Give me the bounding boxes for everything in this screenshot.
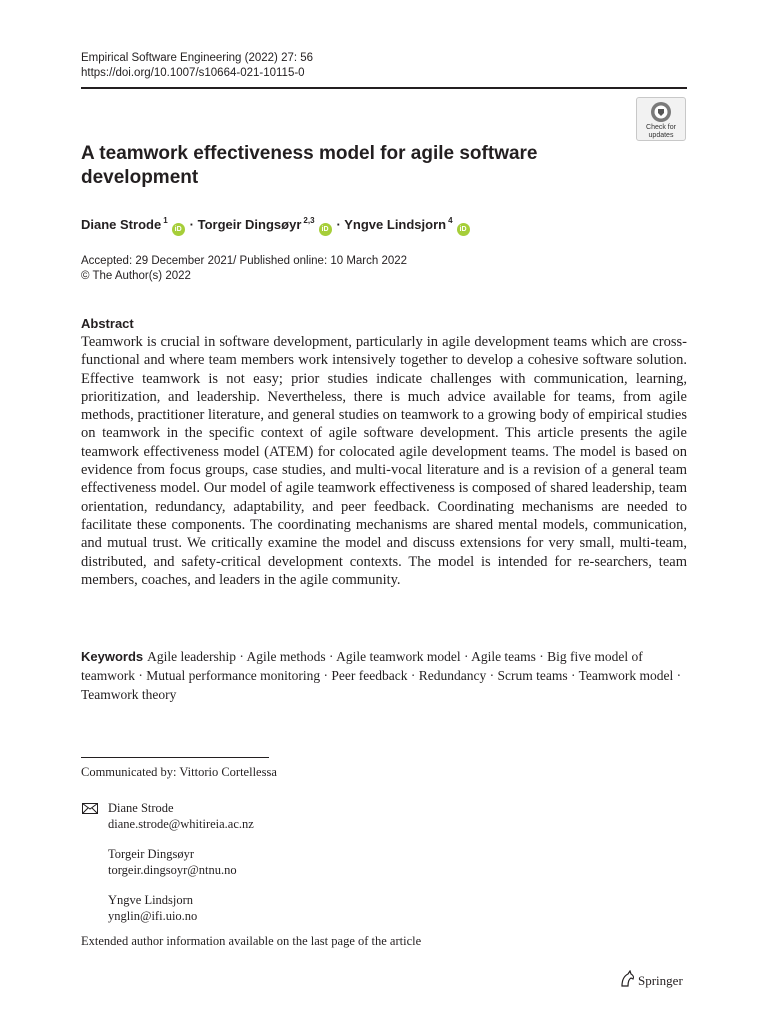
author-separator: · bbox=[336, 217, 341, 232]
orcid-icon[interactable]: iD bbox=[457, 223, 470, 236]
publication-dates bbox=[81, 254, 407, 284]
abstract-heading: Abstract bbox=[81, 316, 134, 331]
abstract-text: Teamwork is crucial in software development, particularly in agile development teams which are cross-functional and where team members work intensively together to develop a cohesive software solution. Effective teamwork is not easy; prior studies indicate challenges with communication, learning, prioritization, and leadership. Nevertheless, there is much advice available for teams, from agile methods, practitioner literature, and general studies on teamwork to a growing body of empirical studies on teamwork in the specific context of agile software development. This article presents the agile teamwork effectiveness model (ATEM) for colocated agile development teams. The model is based on evidence from focus groups, case studies, and multi-vocal literature and is a revision of a general team effectiveness model. Our model of agile teamwork effectiveness is composed of shared leadership, team orientation, redundancy, adaptability, and peer feedback. Coordinating mechanisms are needed to facilitate these components. The coordinating mechanisms are shared mental models, communication, and mutual trust. We critically examine the model and discuss extensions for very small, multi-team, distributed, and safety-critical development contexts. The model is intended for re-searchers, team members, coaches, and leaders in the agile community. bbox=[81, 334, 687, 588]
article-title: A teamwork effectiveness model for agile software development bbox=[81, 143, 538, 188]
publisher-name: Springer bbox=[638, 973, 683, 988]
contact-entry bbox=[81, 800, 254, 832]
contact-email[interactable]: diane.strode@whitireia.ac.nz bbox=[108, 817, 254, 831]
author-contacts bbox=[81, 800, 254, 938]
contact-email[interactable]: torgeir.dingsoyr@ntnu.no bbox=[108, 863, 237, 877]
contact-name: Diane Strode bbox=[108, 801, 174, 815]
orcid-icon[interactable]: iD bbox=[319, 223, 332, 236]
author-affiliation: 1 bbox=[163, 216, 168, 225]
check-updates-line1: Check for bbox=[646, 124, 676, 131]
accepted-published-dates: Accepted: 29 December 2021/ Published online: 10 March 2022 bbox=[81, 255, 408, 267]
keywords-label: Keywords bbox=[81, 649, 144, 664]
publisher-logo bbox=[619, 970, 683, 991]
author-affiliation: 4 bbox=[448, 216, 453, 225]
journal-citation: Empirical Software Engineering (2022) 27: 56 bbox=[81, 52, 314, 64]
contact-email[interactable]: ynglin@ifi.uio.no bbox=[108, 909, 198, 923]
contact-entry bbox=[81, 846, 254, 878]
copyright-notice: © The Author(s) 2022 bbox=[81, 270, 191, 282]
envelope-icon bbox=[82, 803, 98, 814]
footnote-rule bbox=[81, 757, 269, 758]
author-separator: · bbox=[189, 217, 194, 232]
orcid-icon[interactable]: iD bbox=[172, 223, 185, 236]
check-for-updates-badge[interactable] bbox=[636, 97, 686, 141]
author-name: Torgeir Dingsøyr bbox=[197, 217, 302, 232]
author-affiliation: 2,3 bbox=[303, 216, 315, 225]
journal-header bbox=[81, 51, 313, 81]
springer-horse-icon bbox=[619, 970, 635, 988]
author-name: Yngve Lindsjorn bbox=[344, 217, 447, 232]
keywords-text: Agile leadership · Agile methods · Agile teamwork model · Agile teams · Big five model of teamwork · Mutual performance monitoring · Peer feedback · Redundancy · Scrum teams · Teamwork model · Teamwork theory bbox=[81, 649, 682, 702]
author-name: Diane Strode bbox=[81, 217, 162, 232]
contact-entry bbox=[81, 892, 254, 924]
header-rule bbox=[81, 87, 687, 89]
author-list bbox=[81, 212, 475, 236]
extended-author-info: Extended author information available on the last page of the article bbox=[81, 934, 422, 948]
contact-name: Torgeir Dingsøyr bbox=[108, 847, 195, 861]
doi-link[interactable]: https://doi.org/10.1007/s10664-021-10115-0 bbox=[81, 67, 305, 79]
keywords bbox=[81, 647, 696, 704]
contact-name: Yngve Lindsjorn bbox=[108, 893, 194, 907]
check-updates-icon bbox=[650, 101, 672, 123]
check-updates-line2: updates bbox=[648, 132, 674, 139]
communicated-by: Communicated by: Vittorio Cortellessa bbox=[81, 765, 277, 779]
